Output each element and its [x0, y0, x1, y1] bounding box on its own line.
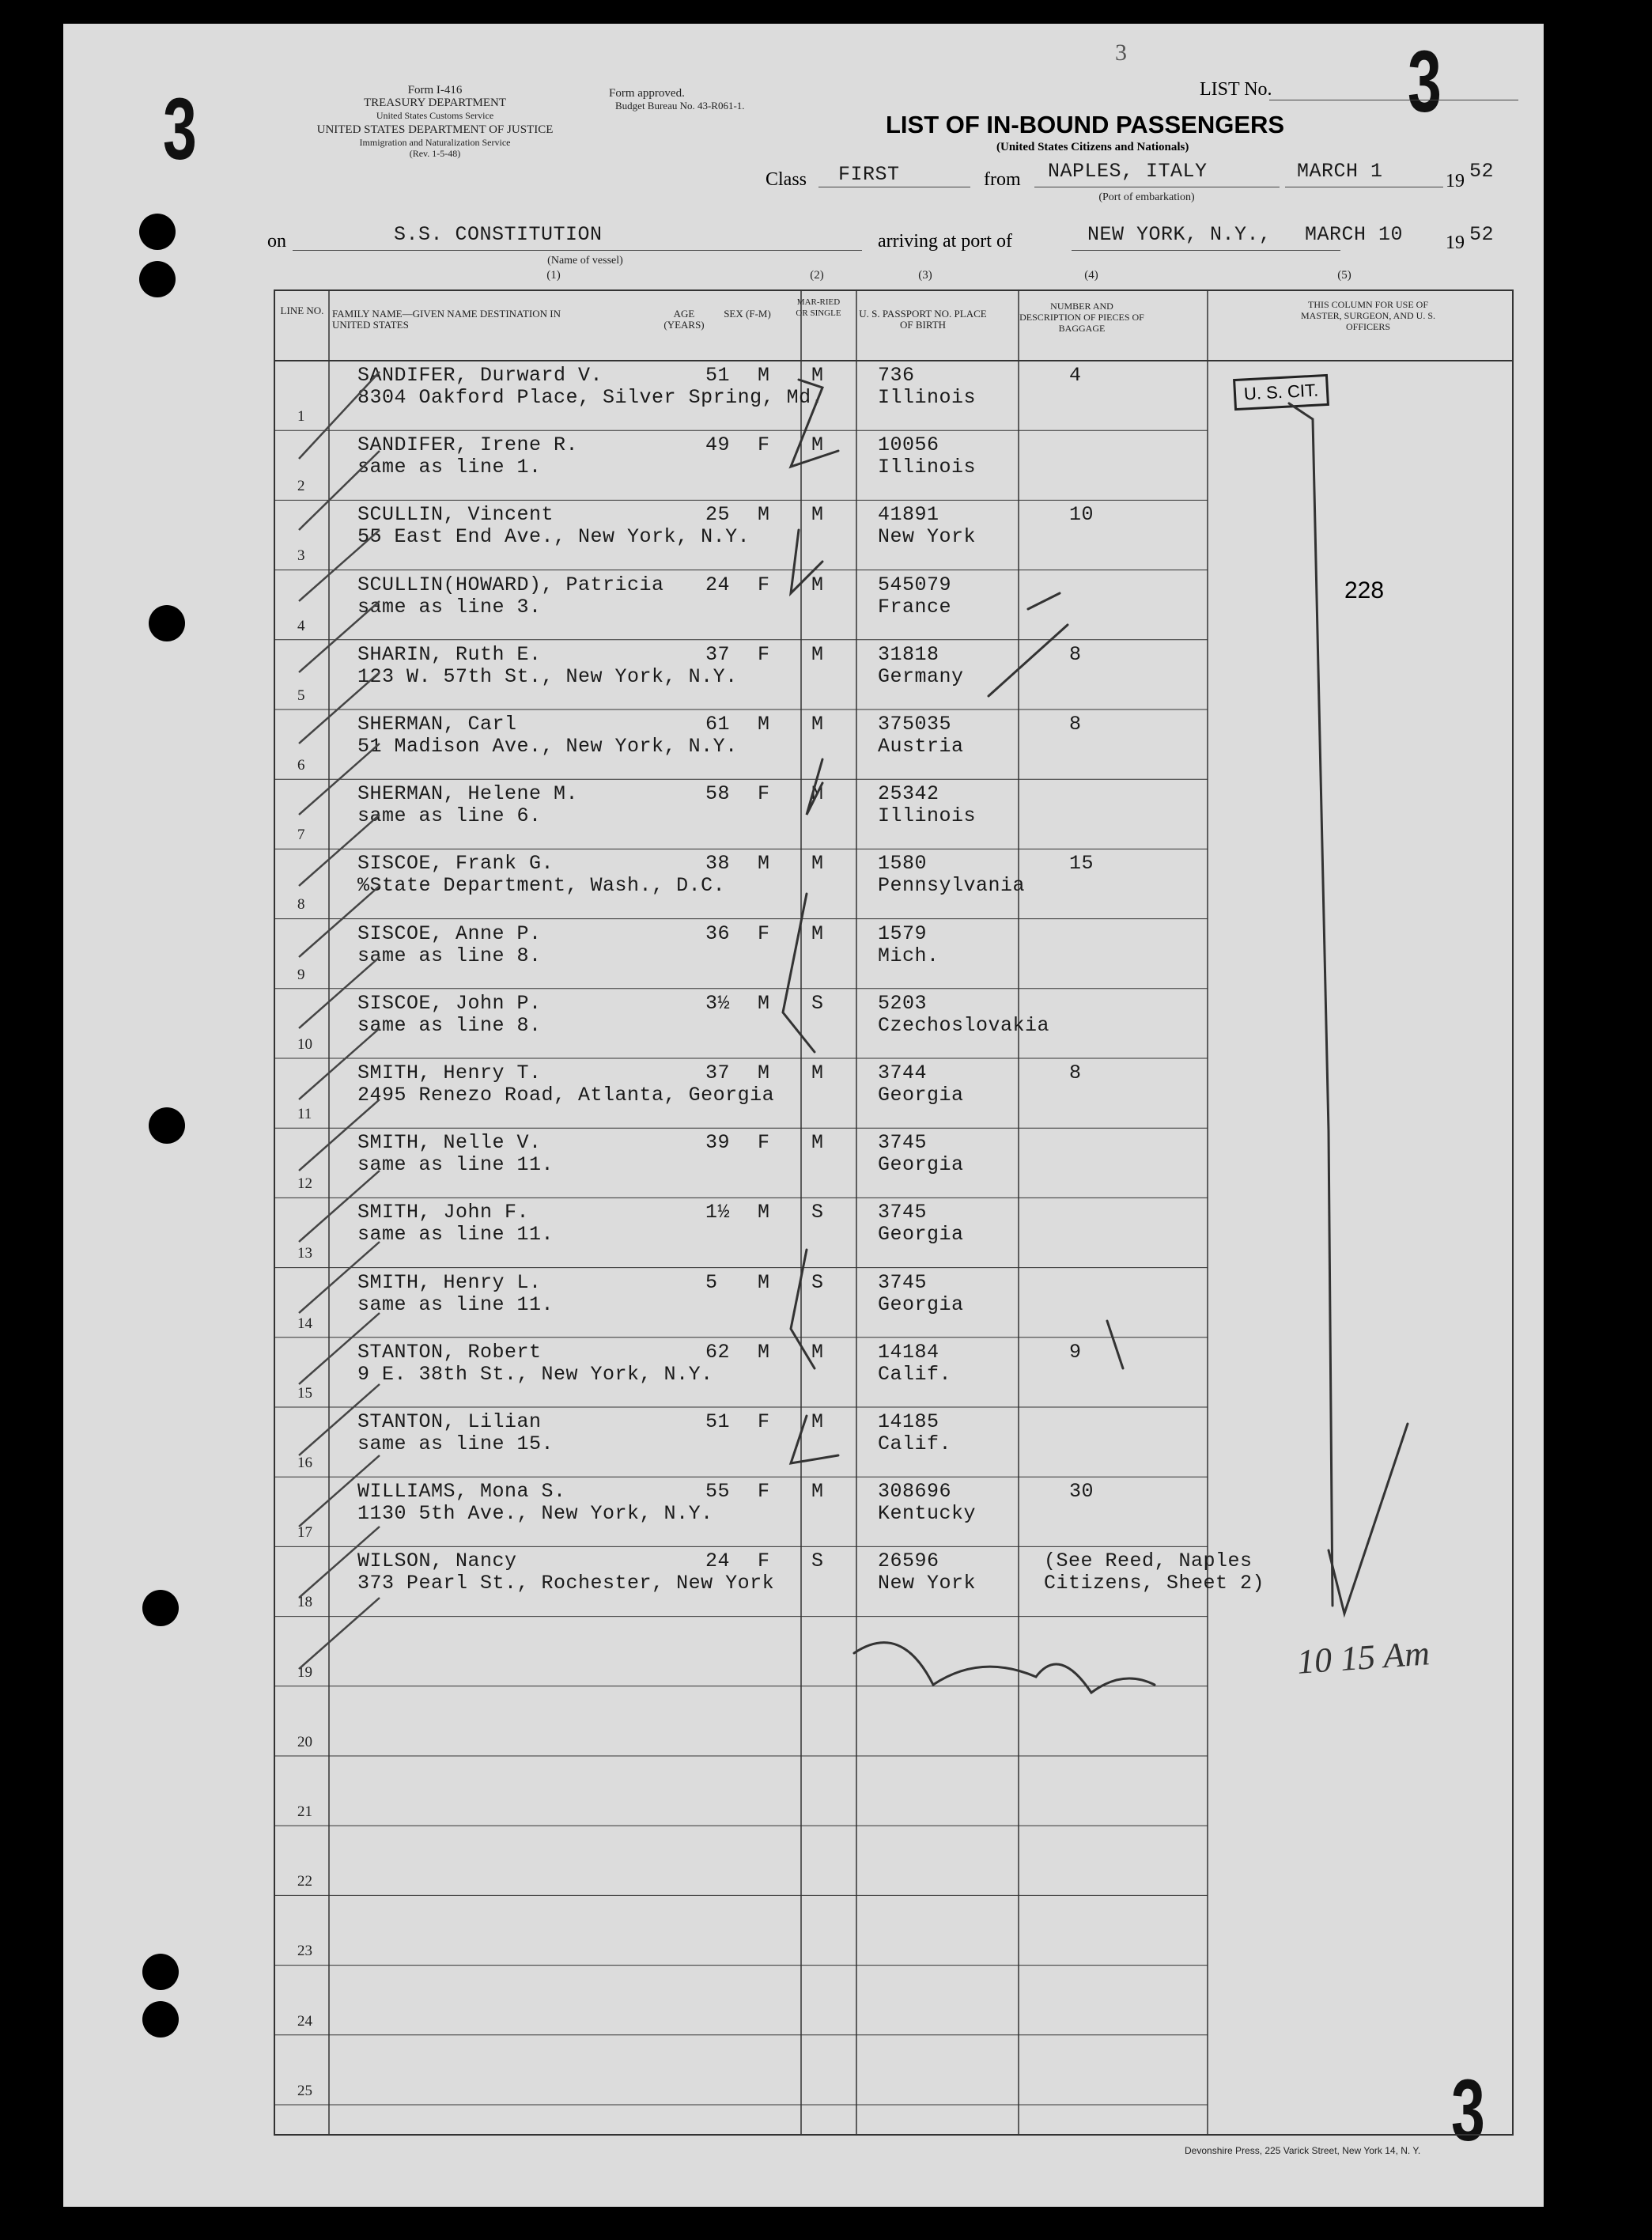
- passenger-sex: F: [758, 921, 770, 945]
- passenger-sex: F: [758, 1549, 770, 1573]
- passenger-sex: F: [758, 782, 770, 806]
- passenger-sex: M: [758, 364, 770, 387]
- passenger-destination: 373 Pearl St., Rochester, New York: [357, 1572, 775, 1595]
- passenger-sex: M: [758, 1270, 770, 1294]
- baggage-note: Citizens, Sheet 2): [1044, 1572, 1265, 1595]
- list-subtitle: (United States Citizens and Nationals): [996, 141, 1189, 153]
- passenger-destination: 1130 5th Ave., New York, N.Y.: [357, 1502, 713, 1526]
- passenger-destination: 9 E. 38th St., New York, N.Y.: [357, 1362, 713, 1386]
- passport-number: 25342: [878, 782, 939, 806]
- marital-status: M: [811, 852, 824, 876]
- baggage-pieces: 8: [1069, 1061, 1082, 1084]
- line-number: 8: [297, 896, 305, 914]
- place-of-birth: Czechoslovakia: [878, 1013, 1050, 1037]
- passenger-name: SMITH, John F.: [357, 1201, 530, 1224]
- place-of-birth: Georgia: [878, 1084, 964, 1107]
- passenger-sex: M: [758, 1340, 770, 1364]
- marital-status: M: [811, 364, 824, 387]
- passenger-sex: M: [758, 991, 770, 1015]
- line-number: 15: [297, 1384, 312, 1402]
- passenger-sex: M: [758, 852, 770, 876]
- place-of-birth: Germany: [878, 664, 964, 688]
- passport-number: 3745: [878, 1270, 928, 1294]
- budget-bureau: Budget Bureau No. 43-R061-1.: [615, 100, 745, 112]
- corner-mark-right: 3: [1408, 33, 1442, 131]
- place-of-birth: Illinois: [878, 804, 977, 828]
- passenger-name: WILSON, Nancy: [357, 1549, 517, 1573]
- passenger-age: 61: [705, 713, 731, 736]
- printer-imprint: Devonshire Press, 225 Varick Street, New York 14, N. Y.: [1185, 2145, 1421, 2156]
- us-cit-stamp: U. S. CIT.: [1233, 374, 1329, 411]
- place-of-birth: Illinois: [878, 386, 977, 409]
- marital-status: M: [811, 573, 824, 596]
- passenger-name: SANDIFER, Irene R.: [357, 433, 579, 457]
- passenger-age: 55: [705, 1480, 731, 1504]
- passenger-sex: M: [758, 503, 770, 527]
- line-number: 7: [297, 827, 305, 844]
- place-of-birth: Pennsylvania: [878, 874, 1026, 898]
- passenger-name: SISCOE, John P.: [357, 991, 542, 1015]
- passport-number: 5203: [878, 991, 928, 1015]
- pen-marks: [63, 24, 1544, 2207]
- passenger-name: SCULLIN, Vincent: [357, 503, 554, 527]
- vessel-caption: (Name of vessel): [547, 255, 623, 267]
- place-of-birth: Kentucky: [878, 1502, 977, 1526]
- passenger-destination: same as line 11.: [357, 1292, 554, 1316]
- baggage-pieces: (See Reed, Naples: [1044, 1549, 1253, 1573]
- depart-date: MARCH 1: [1297, 160, 1383, 183]
- passenger-destination: 2495 Renezo Road, Atlanta, Georgia: [357, 1084, 775, 1107]
- passenger-age: 24: [705, 1549, 731, 1573]
- passenger-age: 37: [705, 1061, 731, 1084]
- passport-number: 545079: [878, 573, 952, 596]
- passenger-name: SISCOE, Anne P.: [357, 921, 542, 945]
- passenger-sex: F: [758, 1480, 770, 1504]
- passenger-name: SHERMAN, Carl: [357, 713, 517, 736]
- place-of-birth: Georgia: [878, 1153, 964, 1177]
- passenger-name: SMITH, Nelle V.: [357, 1131, 542, 1155]
- line-number: 12: [297, 1175, 312, 1193]
- passenger-age: 5: [705, 1270, 718, 1294]
- passport-number: 1580: [878, 852, 928, 876]
- customs-service: United States Customs Service: [376, 110, 494, 121]
- passenger-destination: same as line 6.: [357, 804, 542, 828]
- line-number: 25: [297, 2082, 312, 2099]
- passenger-age: 49: [705, 433, 731, 457]
- marital-status: S: [811, 991, 824, 1015]
- passenger-destination: same as line 15.: [357, 1432, 554, 1455]
- place-of-birth: Georgia: [878, 1223, 964, 1247]
- col-header-officers: THIS COLUMN FOR USE OF MASTER, SURGEON, AND U. S. OFFICERS: [1300, 299, 1436, 332]
- marital-status: S: [811, 1270, 824, 1294]
- passenger-sex: M: [758, 1201, 770, 1224]
- list-title: LIST OF IN-BOUND PASSENGERS: [886, 111, 1285, 138]
- passenger-name: SISCOE, Frank G.: [357, 852, 554, 876]
- line-number: 13: [297, 1245, 312, 1262]
- line-number: 6: [297, 757, 305, 774]
- passport-number: 736: [878, 364, 915, 387]
- form-approved: Form approved.: [609, 87, 685, 100]
- arrival-year: 52: [1469, 223, 1495, 246]
- from-label: from: [984, 169, 1021, 190]
- passenger-sex: F: [758, 433, 770, 457]
- line-number: 10: [297, 1035, 312, 1053]
- marital-status: M: [811, 921, 824, 945]
- passenger-age: 3½: [705, 991, 731, 1015]
- col-header-sex: SEX (F-M): [724, 308, 771, 320]
- arrival-port: NEW YORK, N.Y.,: [1087, 223, 1272, 246]
- passenger-age: 58: [705, 782, 731, 806]
- passport-number: 308696: [878, 1480, 952, 1504]
- line-number: 16: [297, 1455, 312, 1471]
- class-value: FIRST: [838, 163, 900, 186]
- passenger-sex: F: [758, 1410, 770, 1433]
- year-prefix: 19: [1446, 171, 1465, 191]
- col-header-married: MAR-RIED OR SINGLE: [796, 297, 841, 318]
- arriving-label: arriving at port of: [878, 231, 1012, 252]
- document-page: [63, 24, 1544, 2207]
- marital-status: M: [811, 503, 824, 527]
- place-of-birth: Calif.: [878, 1362, 952, 1386]
- marital-status: M: [811, 1410, 824, 1433]
- passenger-name: WILLIAMS, Mona S.: [357, 1480, 566, 1504]
- col-number: (2): [810, 269, 824, 282]
- passenger-destination: 55 East End Ave., New York, N.Y.: [357, 525, 750, 549]
- marital-status: M: [811, 713, 824, 736]
- line-number: 9: [297, 966, 305, 983]
- line-number: 11: [297, 1106, 312, 1122]
- passenger-age: 38: [705, 852, 731, 876]
- passenger-age: 51: [705, 364, 731, 387]
- line-number: 21: [297, 1803, 312, 1820]
- passenger-destination: same as line 8.: [357, 1013, 542, 1037]
- top-scribble: 3: [1115, 40, 1127, 66]
- passenger-age: 25: [705, 503, 731, 527]
- baggage-pieces: 4: [1069, 364, 1082, 387]
- passenger-age: 37: [705, 642, 731, 666]
- port-caption: (Port of embarkation): [1098, 191, 1195, 203]
- class-label: Class: [766, 169, 807, 190]
- passport-number: 3745: [878, 1131, 928, 1155]
- line-number: 2: [297, 478, 305, 495]
- line-number: 22: [297, 1873, 312, 1890]
- passenger-name: SMITH, Henry T.: [357, 1061, 542, 1084]
- place-of-birth: Georgia: [878, 1292, 964, 1316]
- form-number: Form I-416: [407, 84, 463, 96]
- place-of-birth: Calif.: [878, 1432, 952, 1455]
- col-number: (3): [918, 269, 932, 282]
- baggage-pieces: 30: [1069, 1480, 1094, 1504]
- line-number: 20: [297, 1733, 312, 1750]
- baggage-pieces: 8: [1069, 713, 1082, 736]
- place-of-birth: Mich.: [878, 944, 939, 967]
- passenger-name: STANTON, Robert: [357, 1340, 542, 1364]
- passport-number: 375035: [878, 713, 952, 736]
- line-number: 24: [297, 2012, 312, 2030]
- dept-justice: UNITED STATES DEPARTMENT OF JUSTICE: [316, 123, 554, 136]
- corner-mark-bottom: 3: [1451, 2062, 1485, 2159]
- passenger-sex: F: [758, 642, 770, 666]
- marital-status: M: [811, 1061, 824, 1084]
- col-number: (1): [546, 269, 561, 282]
- passport-number: 1579: [878, 921, 928, 945]
- passenger-name: SMITH, Henry L.: [357, 1270, 542, 1294]
- col-header-baggage: NUMBER AND DESCRIPTION OF PIECES OF BAGGAGE: [1019, 301, 1144, 334]
- passport-number: 3744: [878, 1061, 928, 1084]
- baggage-pieces: 9: [1069, 1340, 1082, 1364]
- place-of-birth: Illinois: [878, 456, 977, 479]
- passenger-destination: same as line 8.: [357, 944, 542, 967]
- number-228: 228: [1344, 577, 1385, 604]
- line-number: 4: [297, 617, 305, 634]
- vessel-name: S.S. CONSTITUTION: [394, 223, 603, 246]
- passenger-age: 39: [705, 1131, 731, 1155]
- list-no-label: LIST No.: [1200, 79, 1272, 100]
- revision: (Rev. 1-5-48): [409, 148, 461, 159]
- place-of-birth: New York: [878, 525, 977, 549]
- treasury-dept: TREASURY DEPARTMENT: [363, 96, 507, 109]
- passenger-name: SANDIFER, Durward V.: [357, 364, 603, 387]
- baggage-pieces: 15: [1069, 852, 1094, 876]
- passenger-age: 1½: [705, 1201, 731, 1224]
- passenger-destination: same as line 3.: [357, 595, 542, 619]
- passenger-age: 51: [705, 1410, 731, 1433]
- passenger-sex: F: [758, 1131, 770, 1155]
- passenger-name: SHARIN, Ruth E.: [357, 642, 542, 666]
- col-number: (4): [1084, 269, 1098, 282]
- marital-status: M: [811, 1340, 824, 1364]
- col-header-line: LINE NO.: [280, 305, 324, 316]
- passenger-sex: M: [758, 1061, 770, 1084]
- passenger-destination: 8304 Oakford Place, Silver Spring, Md.: [357, 386, 824, 409]
- line-number: 3: [297, 547, 305, 565]
- col-header-passport: U. S. PASSPORT NO. PLACE OF BIRTH: [859, 308, 987, 331]
- passport-number: 14185: [878, 1410, 939, 1433]
- passenger-age: 24: [705, 573, 731, 596]
- arrival-year-prefix: 19: [1446, 233, 1465, 253]
- line-number: 23: [297, 1943, 312, 1960]
- passenger-destination: %State Department, Wash., D.C.: [357, 874, 726, 898]
- marital-status: M: [811, 1131, 824, 1155]
- place-of-birth: France: [878, 595, 952, 619]
- line-number: 14: [297, 1315, 312, 1332]
- marital-status: M: [811, 433, 824, 457]
- col-number: (5): [1337, 269, 1351, 282]
- arrival-date: MARCH 10: [1305, 223, 1404, 246]
- passenger-sex: M: [758, 713, 770, 736]
- line-number: 17: [297, 1524, 312, 1542]
- place-of-birth: New York: [878, 1572, 977, 1595]
- marital-status: S: [811, 1549, 824, 1573]
- marital-status: M: [811, 1480, 824, 1504]
- passport-number: 31818: [878, 642, 939, 666]
- passenger-sex: F: [758, 573, 770, 596]
- passenger-destination: same as line 11.: [357, 1223, 554, 1247]
- marital-status: M: [811, 782, 824, 806]
- handwritten-time: 10 15 Am: [1295, 1633, 1431, 1682]
- place-of-birth: Austria: [878, 735, 964, 758]
- marital-status: S: [811, 1201, 824, 1224]
- passenger-destination: same as line 1.: [357, 456, 542, 479]
- passport-number: 41891: [878, 503, 939, 527]
- passport-number: 14184: [878, 1340, 939, 1364]
- line-number: 18: [297, 1594, 312, 1611]
- line-number: 19: [297, 1663, 312, 1681]
- passenger-age: 62: [705, 1340, 731, 1364]
- passenger-name: SHERMAN, Helene M.: [357, 782, 579, 806]
- col-header-age: AGE (YEARS): [663, 308, 705, 331]
- passenger-destination: 51 Madison Ave., New York, N.Y.: [357, 735, 738, 758]
- baggage-pieces: 8: [1069, 642, 1082, 666]
- passport-number: 26596: [878, 1549, 939, 1573]
- passport-number: 10056: [878, 433, 939, 457]
- port-of-embarkation: NAPLES, ITALY: [1048, 160, 1208, 183]
- passenger-name: SCULLIN(HOWARD), Patricia: [357, 573, 664, 596]
- passenger-destination: 123 W. 57th St., New York, N.Y.: [357, 664, 738, 688]
- marital-status: M: [811, 642, 824, 666]
- on-label: on: [267, 231, 286, 252]
- ins-service: Immigration and Naturalization Service: [359, 137, 511, 148]
- line-number: 1: [297, 408, 305, 425]
- corner-mark-left: 3: [163, 81, 197, 178]
- line-number: 5: [297, 687, 305, 704]
- passenger-name: STANTON, Lilian: [357, 1410, 542, 1433]
- passport-number: 3745: [878, 1201, 928, 1224]
- col-header-name: FAMILY NAME—GIVEN NAME DESTINATION IN UNITED STATES: [332, 308, 561, 331]
- passenger-age: 36: [705, 921, 731, 945]
- baggage-pieces: 10: [1069, 503, 1094, 527]
- depart-year: 52: [1469, 160, 1495, 183]
- passenger-destination: same as line 11.: [357, 1153, 554, 1177]
